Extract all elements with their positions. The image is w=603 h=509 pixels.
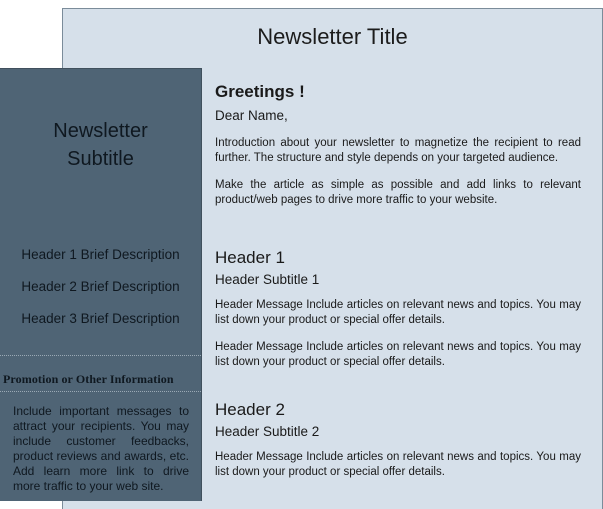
section-heading: Header 1: [215, 248, 285, 267]
section-header-1: [215, 248, 581, 382]
section-heading: Header 2: [215, 400, 285, 419]
section-header-2: [215, 400, 581, 492]
subtitle-line-2: Subtitle: [67, 148, 134, 170]
intro-paragraph: Introduction about your newsletter to magnetize the recipient to read further. The structure and style depends on your targeted audience.: [215, 137, 581, 164]
greeting-heading: Greetings !: [215, 82, 305, 101]
header-link-3[interactable]: Header 3 Brief Description: [21, 311, 180, 326]
promo-text: Include important messages to attract your recipients. You may include customer feedbacks, product reviews and awards, etc. Add learn more link to drive more traffic to your web site.: [13, 404, 189, 493]
newsletter-title: Newsletter Title: [257, 24, 408, 49]
header-link-2[interactable]: Header 2 Brief Description: [21, 279, 180, 294]
section-paragraph: Header Message Include articles on relevant news and topics. You may list down your product or special offer details.: [215, 299, 581, 326]
divider: [0, 355, 201, 356]
subtitle-line-1: Newsletter: [53, 120, 148, 142]
section-paragraph: Header Message Include articles on relevant news and topics. You may list down your product or special offer details.: [215, 451, 581, 478]
header-link-1[interactable]: Header 1 Brief Description: [21, 247, 180, 262]
promo-title: Promotion or Other Information: [3, 372, 174, 386]
greeting-section: [215, 82, 581, 220]
section-subtitle: Header Subtitle 1: [215, 272, 320, 287]
salutation: Dear Name,: [215, 108, 288, 123]
section-paragraph: Header Message Include articles on relevant news and topics. You may list down your product or special offer details.: [215, 341, 581, 368]
intro-paragraph: Make the article as simple as possible and add links to relevant product/web pages to drive more traffic to your website.: [215, 179, 581, 206]
section-subtitle: Header Subtitle 2: [215, 424, 320, 439]
sidebar: [0, 68, 202, 501]
divider: [0, 391, 201, 392]
newsletter-subtitle: [0, 117, 201, 173]
header-links: [0, 245, 201, 341]
